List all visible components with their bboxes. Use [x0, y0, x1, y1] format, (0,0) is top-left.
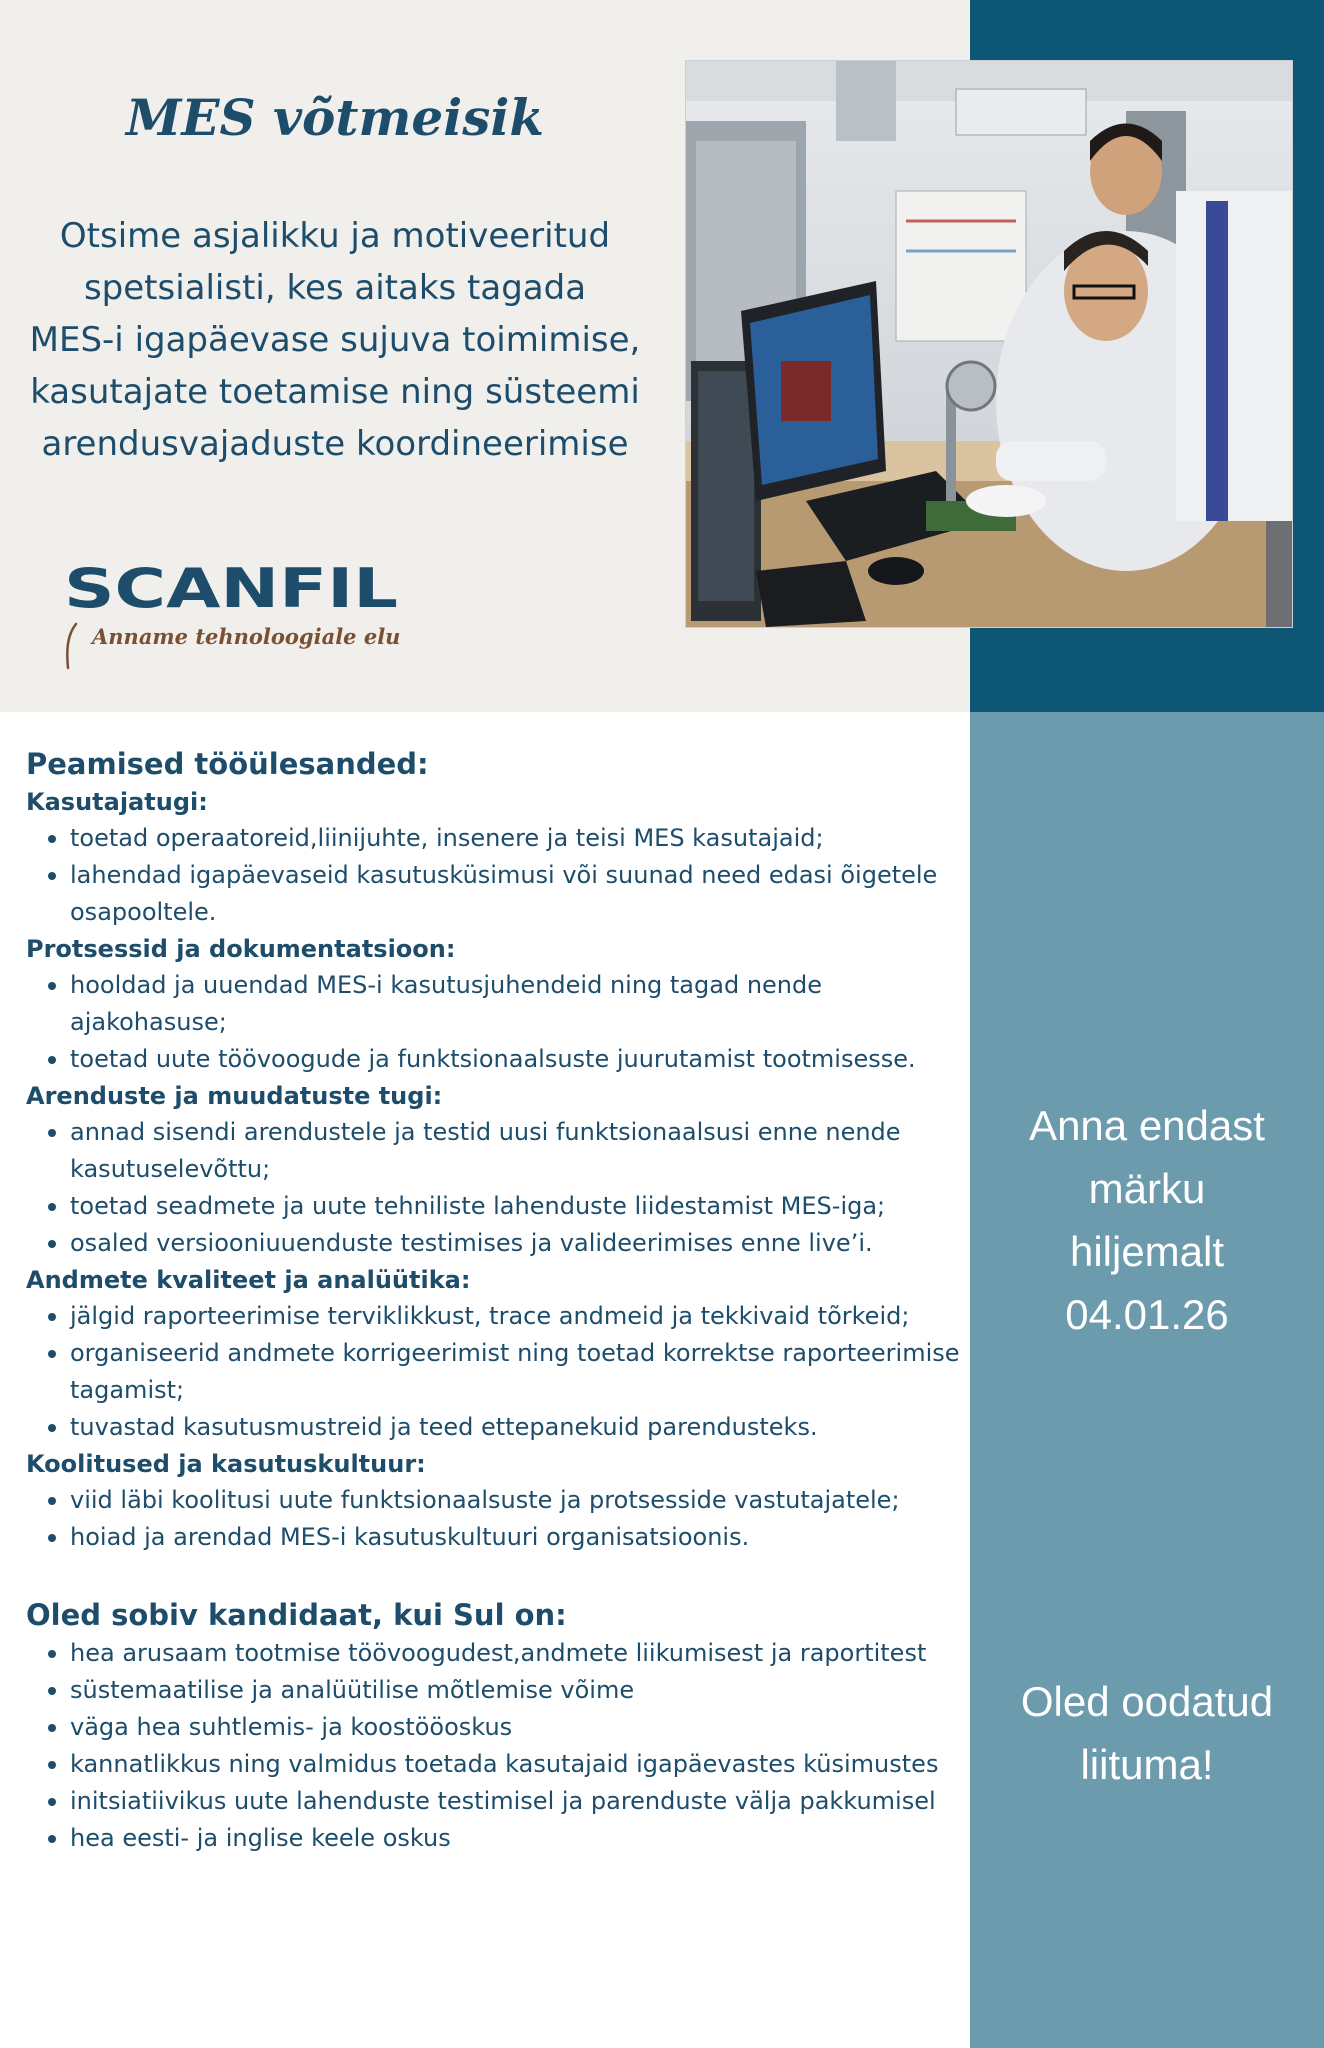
- job-title: MES võtmeisik: [126, 88, 544, 147]
- engineers-at-workstation-photo: [686, 61, 1292, 627]
- responsibilities-heading: Peamised tööülesanded:: [26, 747, 429, 781]
- list-item: toetad uute töövoogude ja funktsionaalsuste juurutamist tootmisesse.: [26, 1041, 966, 1078]
- responsibility-list: [26, 967, 966, 1078]
- job-details: [26, 744, 966, 1857]
- responsibility-list: [26, 820, 966, 931]
- list-item: viid läbi koolitusi uute funktsionaalsuste ja protsesside vastutajatele;: [26, 1482, 966, 1519]
- deadline-callout: [970, 1094, 1324, 1346]
- list-item: initsiatiivikus uute lahenduste testimisel ja parenduste välja pakkumisel: [26, 1783, 966, 1820]
- welcome-line: Oled oodatud: [1020, 1678, 1274, 1725]
- list-item: kannatlikkus ning valmidus toetada kasutajaid igapäevastes küsimustes: [26, 1746, 966, 1783]
- deadline-line: hiljemalt: [1069, 1228, 1225, 1275]
- group-title: Koolitused ja kasutuskultuur:: [26, 1450, 426, 1478]
- scanfil-logo: [64, 556, 404, 616]
- logo-wordmark: SCANFIL: [64, 557, 398, 616]
- intro-line: spetsialisti, kes aitaks tagada: [83, 268, 587, 308]
- engineers-photo: [685, 60, 1293, 628]
- intro-line: MES-i igapäevase sujuva toimimise,: [29, 320, 641, 360]
- list-item: väga hea suhtlemis- ja koostööoskus: [26, 1709, 966, 1746]
- group-title: Kasutajatugi:: [26, 788, 208, 816]
- list-item: hooldad ja uuendad MES-i kasutusjuhendeid ning tagad nende ajakohasuse;: [26, 967, 966, 1041]
- list-item: organiseerid andmete korrigeerimist ning toetad korrektse raporteerimise tagamist;: [26, 1335, 966, 1409]
- group-title: Arenduste ja muudatuste tugi:: [26, 1082, 443, 1110]
- responsibility-list: [26, 1298, 966, 1446]
- welcome-line: liituma!: [1080, 1741, 1214, 1788]
- list-item: lahendad igapäevaseid kasutusküsimusi või suunad need edasi õigetele osapooltele.: [26, 857, 966, 931]
- group-title: Andmete kvaliteet ja analüütika:: [26, 1266, 471, 1294]
- sidebar-bottom-panel: [970, 712, 1324, 2048]
- list-item: jälgid raporteerimise terviklikkust, trace andmeid ja tekkivaid tõrkeid;: [26, 1298, 966, 1335]
- requirements-list: [26, 1635, 966, 1857]
- intro-line: kasutajate toetamise ning süsteemi: [30, 372, 640, 412]
- list-item: hea arusaam tootmise töövoogudest,andmete liikumisest ja raportitest: [26, 1635, 966, 1672]
- tagline-mark-icon: [62, 622, 82, 670]
- list-item: hoiad ja arendad MES-i kasutuskultuuri organisatsioonis.: [26, 1519, 966, 1556]
- requirements-heading: Oled sobiv kandidaat, kui Sul on:: [26, 1598, 567, 1632]
- list-item: tuvastad kasutusmustreid ja teed ettepanekuid parendusteks.: [26, 1409, 966, 1446]
- job-intro: [0, 210, 670, 470]
- intro-line: Otsime asjalikku ja motiveeritud: [59, 216, 611, 256]
- deadline-line: märku: [1088, 1165, 1206, 1212]
- deadline-date: 04.01.26: [1065, 1291, 1229, 1338]
- intro-line: arendusvajaduste koordineerimise: [41, 424, 629, 464]
- brand-tagline: Anname tehnoloogiale elu: [92, 624, 401, 649]
- list-item: annad sisendi arendustele ja testid uusi funktsionaalsusi enne nende kasutuselevõttu;: [26, 1114, 966, 1188]
- list-item: toetad operaatoreid,liinijuhte, insenere ja teisi MES kasutajaid;: [26, 820, 966, 857]
- responsibility-list: [26, 1482, 966, 1556]
- welcome-callout: [970, 1670, 1324, 1796]
- group-title: Protsessid ja dokumentatsioon:: [26, 935, 456, 963]
- list-item: hea eesti- ja inglise keele oskus: [26, 1820, 966, 1857]
- list-item: toetad seadmete ja uute tehniliste lahenduste liidestamist MES-iga;: [26, 1188, 966, 1225]
- deadline-line: Anna endast: [1029, 1102, 1265, 1149]
- list-item: süstemaatilise ja analüütilise mõtlemise võime: [26, 1672, 966, 1709]
- list-item: osaled versiooniuuenduste testimises ja valideerimises enne live’i.: [26, 1225, 966, 1262]
- responsibility-list: [26, 1114, 966, 1262]
- section-divider: [26, 1556, 966, 1595]
